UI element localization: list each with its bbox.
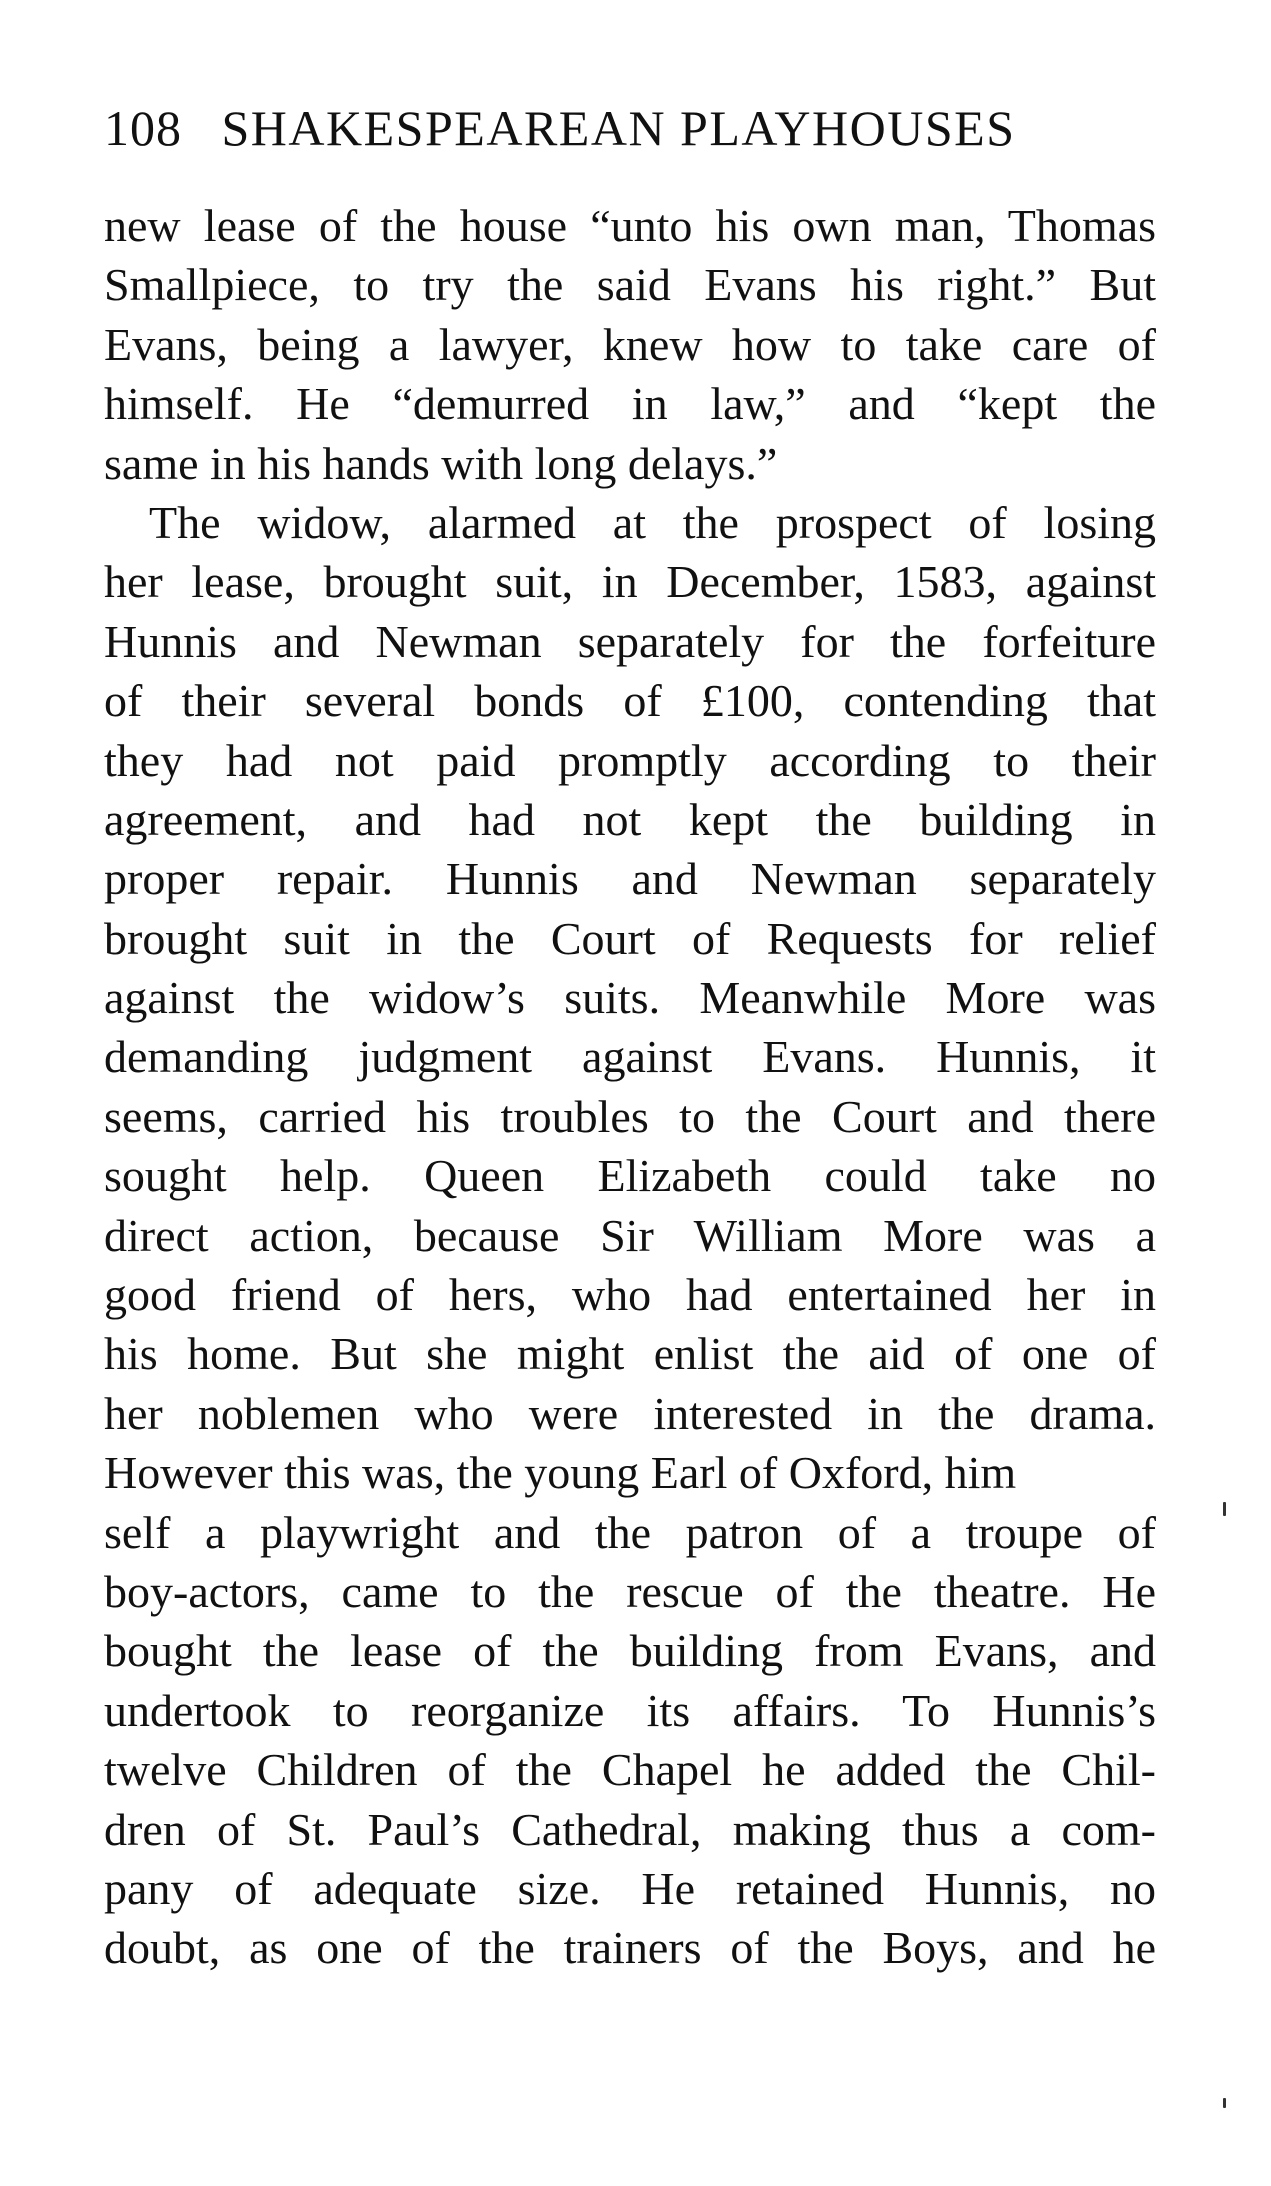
page-number: 108 — [104, 100, 182, 156]
text-line: bought the lease of the building from Evans, and — [104, 1625, 1156, 1677]
text-line: same in his hands with long delays.” — [104, 437, 778, 489]
text-line: Hunnis and Newman separately for the forfeiture — [104, 615, 1156, 667]
text-line: new lease of the house “unto his own man, Thomas — [104, 200, 1156, 251]
text-line: pany of adequate size. He retained Hunnis, no — [104, 1862, 1156, 1914]
text-line: seems, carried his troubles to the Court and there — [104, 1090, 1156, 1142]
text-line: brought suit in the Court of Requests for relief — [104, 912, 1156, 964]
text-line: undertook to reorganize its affairs. To Hunnis’s — [104, 1684, 1156, 1736]
paragraph-2 — [104, 493, 1156, 1978]
text-line: agreement, and had not kept the building in — [104, 793, 1156, 845]
text-line: his home. But she might enlist the aid of one of — [104, 1328, 1156, 1380]
margin-mark — [1223, 1502, 1226, 1516]
text-line: The widow, alarmed at the prospect of losing — [149, 496, 1156, 548]
text-line: sought help. Queen Elizabeth could take no — [104, 1150, 1156, 1202]
text-line: her noblemen who were interested in the drama. — [104, 1387, 1156, 1439]
text-line: However this was, the young Earl of Oxford, him — [104, 1447, 1017, 1499]
text-line: proper repair. Hunnis and Newman separately — [104, 853, 1156, 905]
text-line: they had not paid promptly according to their — [104, 734, 1156, 786]
text-line: doubt, as one of the trainers of the Boys, and he — [104, 1922, 1156, 1974]
text-line: Evans, being a lawyer, knew how to take care of — [104, 318, 1156, 370]
text-line: her lease, brought suit, in December, 1583, against — [104, 556, 1156, 608]
text-line: demanding judgment against Evans. Hunnis, it — [104, 1031, 1156, 1083]
text-line: boy-actors, came to the rescue of the theatre. He — [104, 1565, 1156, 1617]
text-line: twelve Children of the Chapel he added the Chil- — [104, 1744, 1156, 1796]
running-header — [104, 96, 1154, 160]
text-line: of their several bonds of £100, contending that — [104, 675, 1156, 727]
body-text — [104, 196, 1156, 1978]
text-line: against the widow’s suits. Meanwhile More was — [104, 972, 1156, 1024]
text-line: Smallpiece, to try the said Evans his right.” But — [104, 259, 1156, 311]
paragraph-1 — [104, 196, 1156, 493]
text-line: direct action, because Sir William More was a — [104, 1209, 1156, 1261]
text-line: good friend of hers, who had entertained her in — [104, 1269, 1156, 1321]
text-line: self a playwright and the patron of a troupe of — [104, 1506, 1156, 1558]
margin-mark — [1223, 2098, 1226, 2108]
text-line: dren of St. Paul’s Cathedral, making thus a com- — [104, 1803, 1156, 1855]
text-line: himself. He “demurred in law,” and “kept the — [104, 378, 1156, 430]
running-title: SHAKESPEAREAN PLAYHOUSES — [221, 100, 1016, 156]
